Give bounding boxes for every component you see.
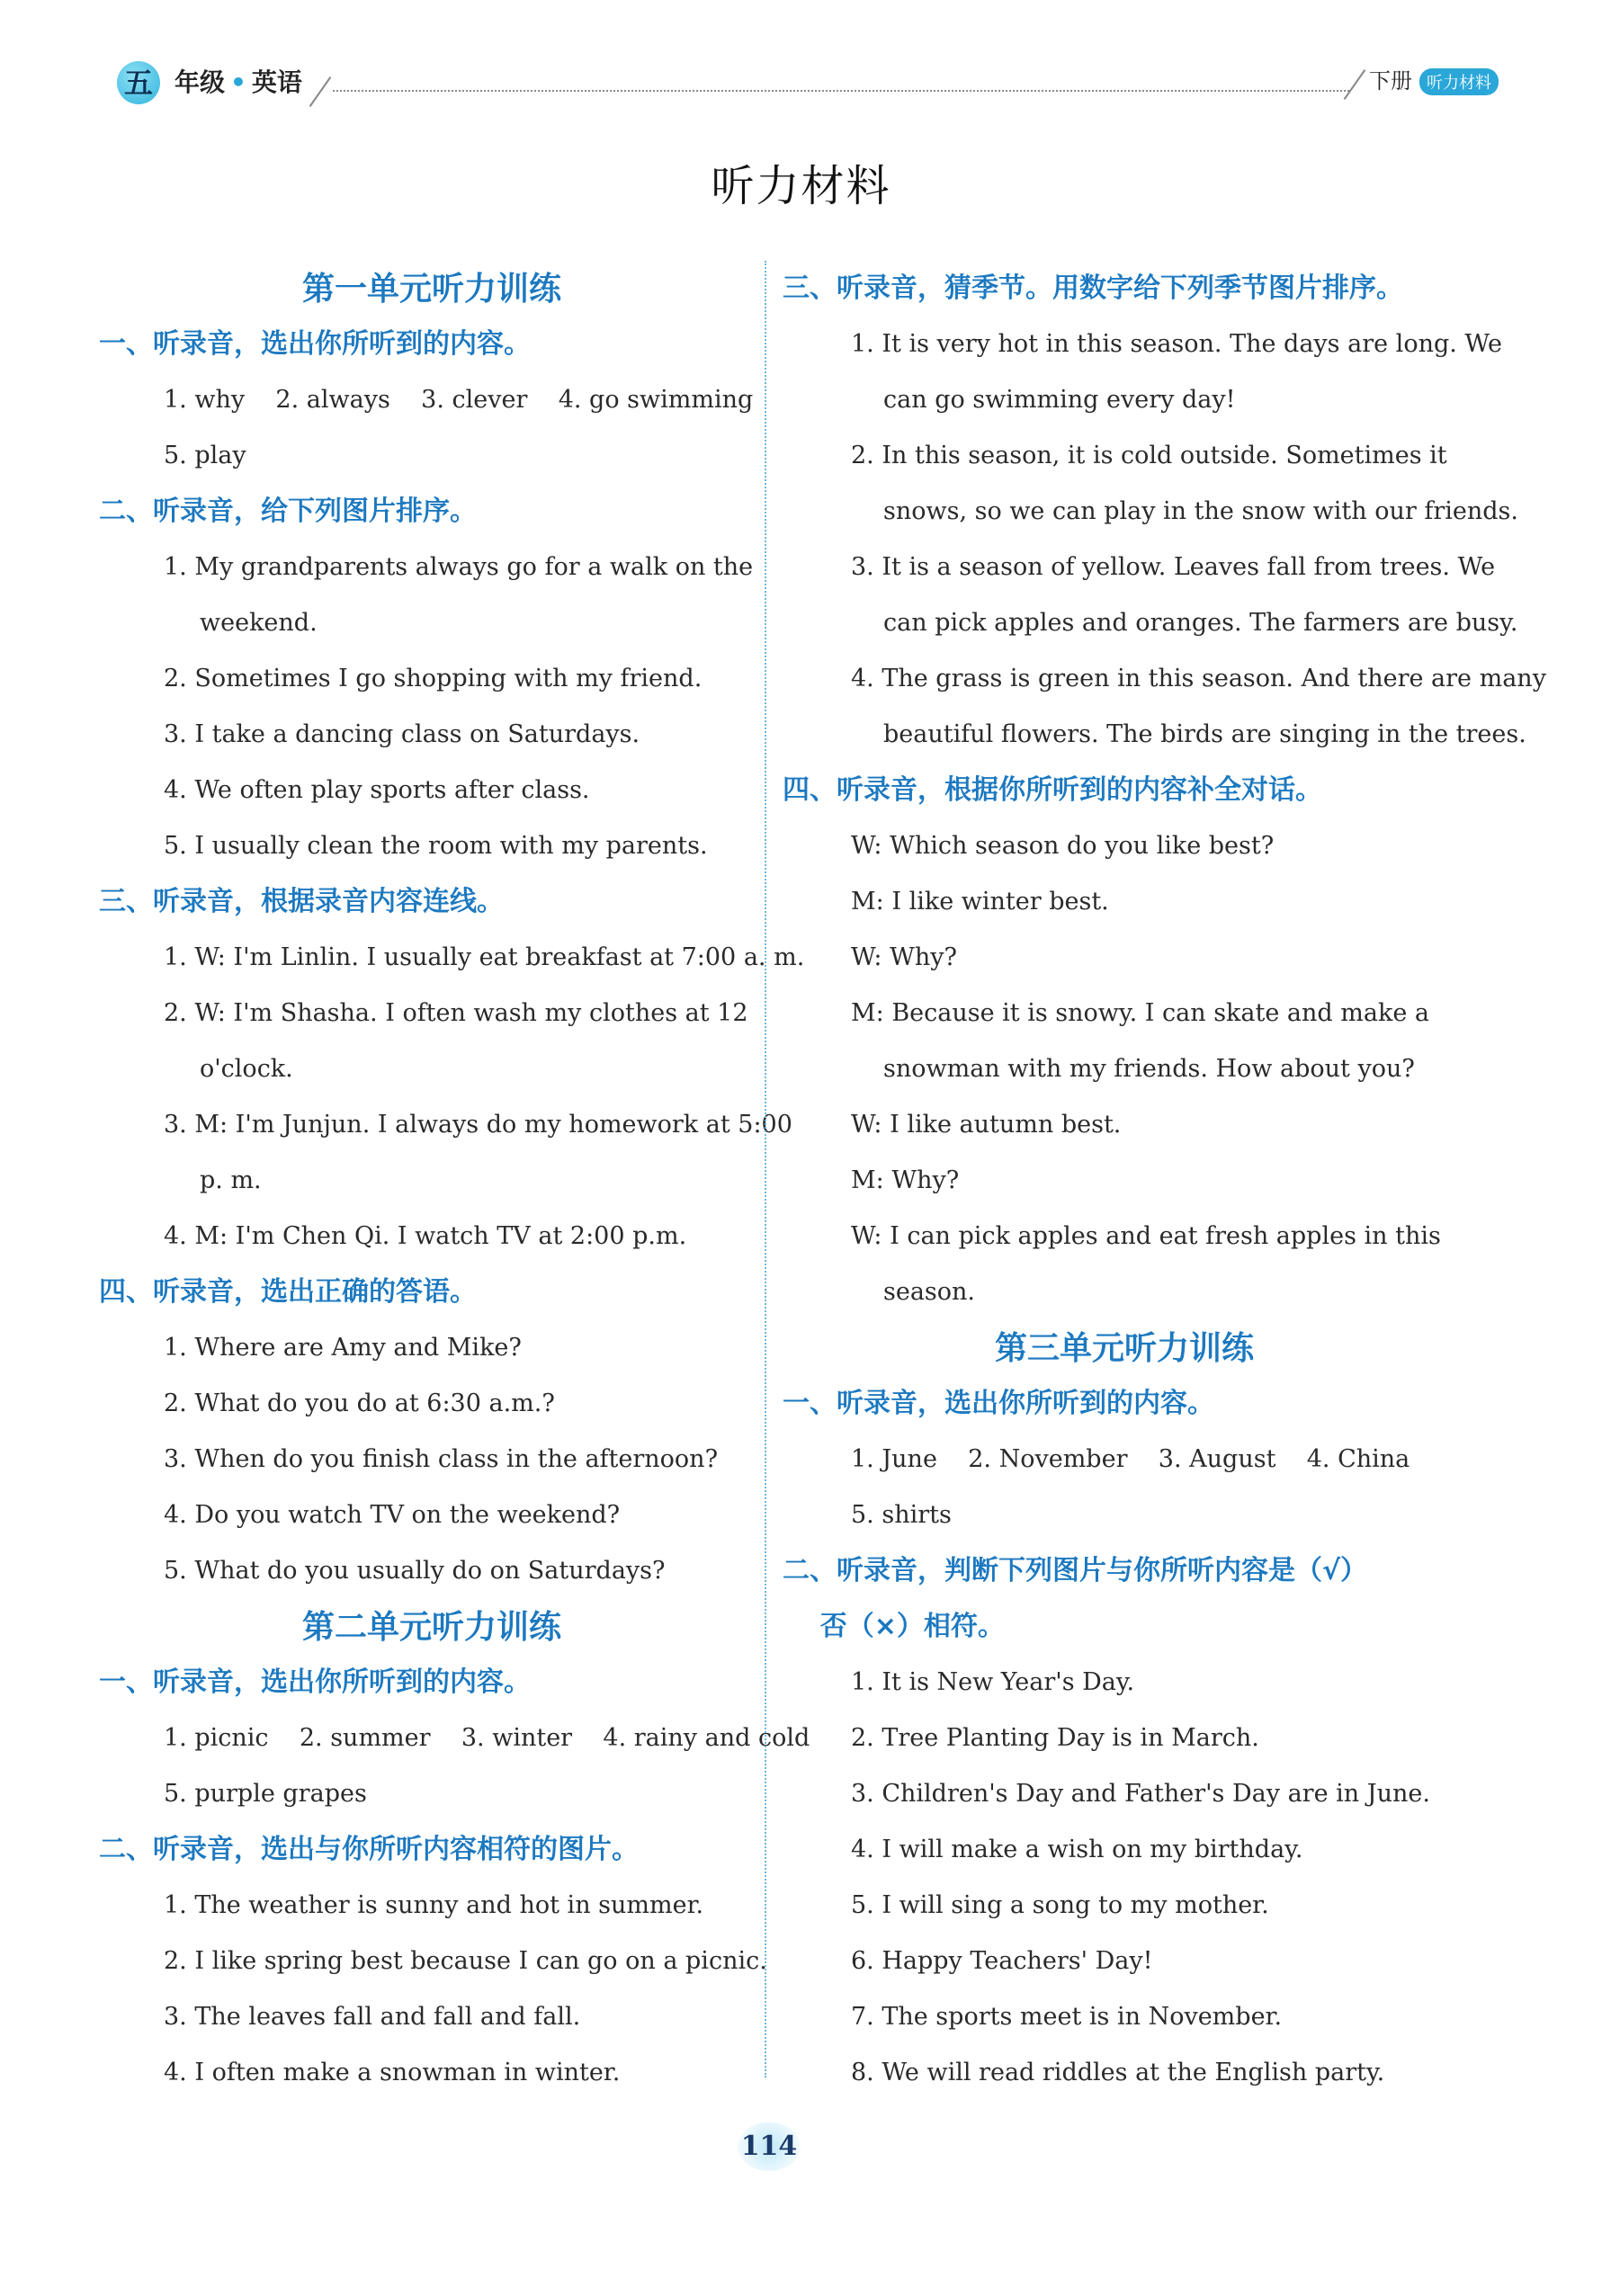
transcript-line: 2. W: I'm Shasha. I often wash my clothes at 12 <box>164 999 748 1027</box>
question-heading: 一、听录音，选出你所听到的内容。 <box>99 328 531 360</box>
transcript-line: 5. shirts <box>851 1501 952 1529</box>
header-volume <box>1369 63 1499 95</box>
unit-title: 第二单元听力训练 <box>301 1608 561 1646</box>
page-title: 听力材料 <box>711 161 891 211</box>
question-heading: 一、听录音，选出你所听到的内容。 <box>783 1388 1214 1419</box>
transcript-line: 4. I often make a snowman in winter. <box>164 2059 621 2086</box>
header-divider-slash <box>1344 69 1366 100</box>
transcript-line: snowman with my friends. How about you? <box>883 1055 1415 1083</box>
column-divider <box>765 261 766 2077</box>
transcript-line: 3. I take a dancing class on Saturdays. <box>164 720 640 748</box>
transcript-line: snows, so we can play in the snow with our friends. <box>883 497 1518 525</box>
question-heading: 二、听录音，给下列图片排序。 <box>99 496 477 527</box>
transcript-line: W: Which season do you like best? <box>851 832 1275 860</box>
transcript-line: W: Why? <box>851 943 957 971</box>
transcript-line: 4. Do you watch TV on the weekend? <box>164 1501 621 1529</box>
header-dotted-rule <box>333 90 1349 92</box>
transcript-line: W: I can pick apples and eat fresh apples in this <box>851 1222 1441 1250</box>
transcript-line: o'clock. <box>200 1055 293 1083</box>
transcript-line: 6. Happy Teachers' Day! <box>851 1947 1153 1975</box>
transcript-line: p. m. <box>200 1166 262 1194</box>
question-heading: 二、听录音，选出与你所听内容相符的图片。 <box>99 1834 639 1865</box>
transcript-line: 3. The leaves fall and fall and fall. <box>164 2003 581 2031</box>
transcript-line: 1. Where are Amy and Mike? <box>164 1334 522 1362</box>
transcript-line: can go swimming every day! <box>883 386 1236 414</box>
transcript-line: 1. It is New Year's Day. <box>851 1668 1135 1696</box>
header-grade-subject <box>175 63 302 99</box>
transcript-line: 4. We often play sports after class. <box>164 776 590 804</box>
transcript-line: 2. In this season, it is cold outside. Sometimes it <box>851 442 1447 469</box>
transcript-line: 3. M: I'm Junjun. I always do my homework at 5:00 <box>164 1111 792 1139</box>
header-section-badge: 听力材料 <box>1419 68 1499 95</box>
transcript-line: 1. picnic 2. summer 3. winter 4. rainy and cold <box>164 1724 810 1752</box>
left-column <box>99 261 810 2101</box>
transcript-line: 1. My grandparents always go for a walk on the <box>164 553 754 581</box>
unit-title: 第一单元听力训练 <box>301 270 561 308</box>
transcript-line: beautiful flowers. The birds are singing in the trees. <box>883 720 1526 748</box>
question-heading: 一、听录音，选出你所听到的内容。 <box>99 1666 531 1698</box>
transcript-line: 5. I will sing a song to my mother. <box>851 1891 1269 1919</box>
grade-badge: 五 <box>117 61 160 104</box>
transcript-line: M: I like winter best. <box>851 888 1109 916</box>
transcript-line: 3. When do you finish class in the afternoon? <box>164 1445 719 1473</box>
transcript-line: 2. Sometimes I go shopping with my friend. <box>164 665 703 692</box>
transcript-line: weekend. <box>200 609 318 637</box>
transcript-line: 2. What do you do at 6:30 a.m.? <box>164 1389 555 1417</box>
header-dot-icon: • <box>230 67 246 97</box>
question-heading: 否（×）相符。 <box>783 1611 1005 1642</box>
header-subject: 英语 <box>251 67 302 97</box>
transcript-line: 8. We will read riddles at the English party. <box>851 2059 1385 2086</box>
transcript-line: 7. The sports meet is in November. <box>851 2003 1283 2031</box>
transcript-line: 1. It is very hot in this season. The days are long. We <box>851 330 1502 358</box>
transcript-line: season. <box>883 1278 976 1306</box>
transcript-line: 4. The grass is green in this season. And there are many <box>851 665 1546 692</box>
transcript-line: M: Why? <box>851 1166 960 1194</box>
header-volume-label: 下册 <box>1369 68 1412 94</box>
transcript-line: 1. W: I'm Linlin. I usually eat breakfast at 7:00 a. m. <box>164 943 805 971</box>
transcript-line: 4. I will make a wish on my birthday. <box>851 1836 1303 1863</box>
transcript-line: 5. play <box>164 442 246 469</box>
question-heading: 四、听录音，根据你所听到的内容补全对话。 <box>783 774 1322 806</box>
transcript-line: 1. The weather is sunny and hot in summer. <box>164 1891 704 1919</box>
transcript-line: 1. why 2. always 3. clever 4. go swimming <box>164 386 754 414</box>
page-header <box>117 56 1491 110</box>
transcript-line: 2. Tree Planting Day is in March. <box>851 1724 1259 1752</box>
transcript-line: 3. It is a season of yellow. Leaves fall from trees. We <box>851 553 1496 581</box>
unit-title: 第三单元听力训练 <box>994 1329 1254 1367</box>
transcript-line: 2. I like spring best because I can go on a picnic. <box>164 1947 767 1975</box>
transcript-line: 5. I usually clean the room with my parents. <box>164 832 708 860</box>
right-column <box>783 261 1546 2101</box>
transcript-line: 3. Children's Day and Father's Day are in June. <box>851 1780 1430 1808</box>
header-divider-slash <box>309 76 332 107</box>
transcript-line: 4. M: I'm Chen Qi. I watch TV at 2:00 p.m. <box>164 1222 687 1250</box>
question-heading: 三、听录音，猜季节。用数字给下列季节图片排序。 <box>783 272 1403 304</box>
transcript-line: 1. June 2. November 3. August 4. China <box>851 1445 1410 1473</box>
question-heading: 四、听录音，选出正确的答语。 <box>99 1276 477 1308</box>
page-number: 114 <box>738 2122 801 2171</box>
transcript-line: M: Because it is snowy. I can skate and make a <box>851 999 1429 1027</box>
transcript-line: 5. purple grapes <box>164 1780 367 1808</box>
transcript-line: W: I like autumn best. <box>851 1111 1122 1139</box>
header-grade-label: 年级 <box>175 67 226 97</box>
question-heading: 二、听录音，判断下列图片与你所听内容是（√） <box>783 1555 1368 1586</box>
question-heading: 三、听录音，根据录音内容连线。 <box>99 886 504 917</box>
transcript-line: 5. What do you usually do on Saturdays? <box>164 1557 666 1585</box>
transcript-line: can pick apples and oranges. The farmers are busy. <box>883 609 1518 637</box>
